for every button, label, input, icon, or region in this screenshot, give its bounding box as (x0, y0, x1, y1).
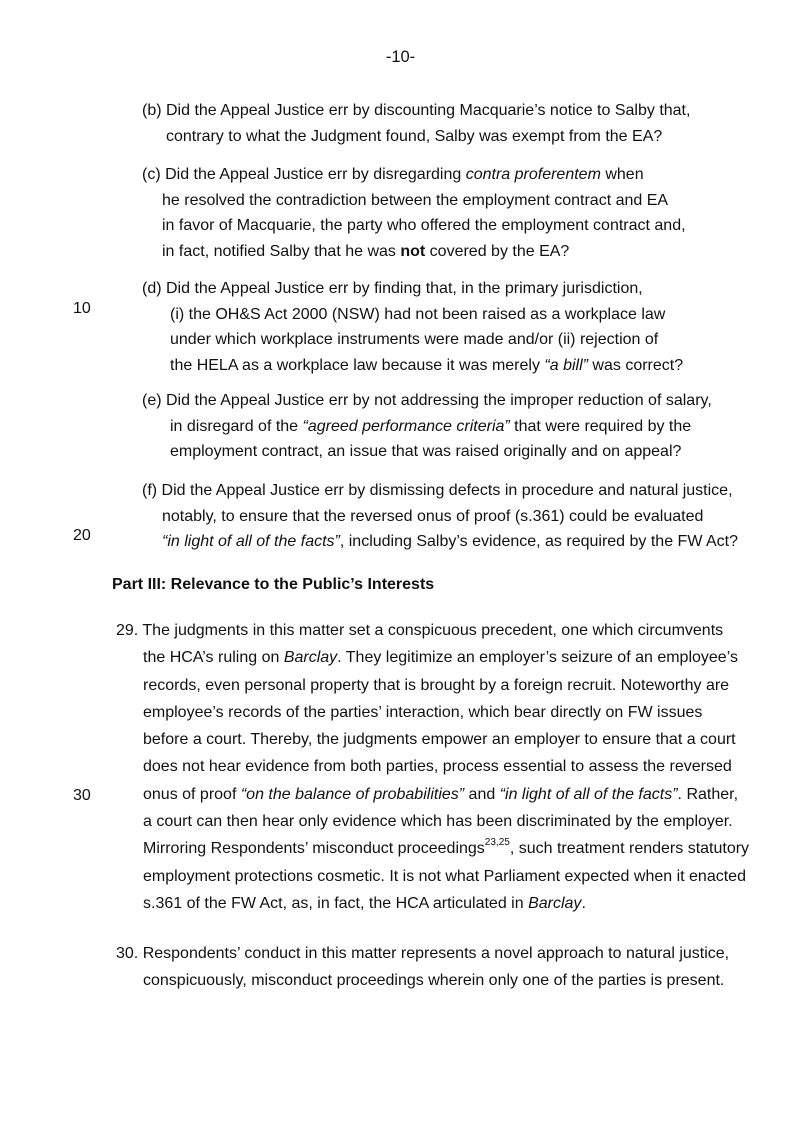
question-b (142, 98, 690, 149)
margin-line-number: 30 (73, 787, 91, 804)
text-run: was correct? (587, 356, 684, 374)
text-line (116, 835, 749, 862)
text-line: (f) Did the Appeal Justice err by dismissing defects in procedure and natural justice, (142, 482, 733, 499)
text-line (116, 781, 749, 808)
text-line: before a court. Thereby, the judgments empower an employer to ensure that a court (143, 731, 736, 749)
text-run: in disregard of the (170, 417, 303, 435)
italic-term: contra proferentem (465, 166, 601, 183)
text-line (116, 644, 749, 671)
text-line: a court can then hear only evidence which has been discriminated by the employer. (143, 813, 733, 831)
text-line (116, 617, 749, 644)
page-number: -10- (385, 48, 416, 66)
text-line: conspicuously, misconduct proceedings wherein only one of the parties is present. (143, 972, 725, 990)
text-line: records, even personal property that is brought by a foreign recruit. Noteworthy are (143, 676, 730, 694)
text-line (116, 890, 749, 917)
text-line (142, 162, 686, 188)
text-run: covered by the EA? (425, 242, 570, 260)
margin-line-number: 10 (73, 300, 91, 317)
text-run: Mirroring Respondents’ misconduct proceedings (143, 840, 485, 858)
paragraph-number: 29. (116, 622, 139, 639)
italic-quote: “in light of all of the facts” (162, 533, 340, 550)
text-line (142, 353, 683, 379)
text-line: employment protections cosmetic. It is not what Parliament expected when it enacted (143, 867, 746, 885)
case-name: Barclay (283, 649, 338, 667)
paragraph-29 (116, 617, 749, 917)
text-run: (c) Did the Appeal Justice err by disregarding (142, 166, 466, 183)
text-run: . (581, 894, 586, 912)
text-run: The judgments in this matter set a conspicuous precedent, one which circumvents (142, 622, 724, 639)
text-run: that were required by the (509, 417, 692, 435)
text-run: s.361 of the FW Act, as, in fact, the HCA articulated in (143, 894, 529, 912)
question-e (142, 388, 712, 465)
text-line (142, 414, 712, 440)
text-run: . They legitimize an employer’s seizure of an employee’s (337, 649, 738, 667)
text-line: under which workplace instruments were made and/or (ii) rejection of (170, 331, 659, 348)
text-run: , such treatment renders statutory (509, 840, 750, 858)
question-d (142, 276, 683, 378)
text-line: in favor of Macquarie, the party who offered the employment contract and, (162, 217, 686, 234)
italic-quote: “on the balance of probabilities” (240, 785, 465, 803)
paragraph-30 (116, 940, 729, 995)
text-run: , including Salby’s evidence, as required by the FW Act? (339, 533, 738, 550)
paragraph-number: 30. (116, 945, 139, 962)
text-line: (i) the OH&S Act 2000 (NSW) had not been raised as a workplace law (170, 305, 666, 323)
text-run: onus of proof (143, 785, 241, 803)
text-line: notably, to ensure that the reversed onus of proof (s.361) could be evaluated (162, 507, 704, 525)
italic-quote: “in light of all of the facts” (499, 785, 678, 803)
footnote-reference: 23,25 (484, 837, 510, 849)
text-line (142, 529, 738, 555)
section-heading: Part III: Relevance to the Public’s Interests (112, 576, 435, 593)
text-run: and (464, 785, 500, 803)
margin-line-number: 20 (73, 527, 91, 544)
text-line: (b) Did the Appeal Justice err by discounting Macquarie’s notice to Salby that, (142, 102, 691, 119)
text-run: Respondents’ conduct in this matter represents a novel approach to natural justice, (142, 945, 730, 962)
text-run: . Rather, (677, 785, 739, 803)
question-c (142, 162, 686, 264)
text-line (142, 239, 686, 265)
text-line: (d) Did the Appeal Justice err by finding that, in the primary jurisdiction, (142, 280, 643, 297)
text-line: contrary to what the Judgment found, Salby was exempt from the EA? (166, 127, 663, 145)
text-run: the HCA’s ruling on (143, 649, 284, 667)
question-f (142, 478, 738, 555)
text-line: employee’s records of the parties’ interaction, which bear directly on FW issues (143, 703, 703, 721)
italic-quote: “a bill” (544, 356, 588, 374)
text-line: he resolved the contradiction between the employment contract and EA (162, 191, 669, 209)
text-run: in fact, notified Salby that he was (162, 242, 401, 260)
case-name: Barclay (528, 894, 582, 912)
text-line: does not hear evidence from both parties, process essential to assess the reversed (143, 758, 732, 776)
text-line (116, 940, 729, 967)
text-run: when (600, 166, 644, 183)
text-run: the HELA as a workplace law because it was merely (170, 356, 545, 374)
italic-quote: “agreed performance criteria” (302, 417, 510, 435)
bold-term: not (400, 242, 426, 260)
text-line: (e) Did the Appeal Justice err by not addressing the improper reduction of salary, (142, 392, 712, 409)
text-line: employment contract, an issue that was raised originally and on appeal? (170, 443, 682, 460)
